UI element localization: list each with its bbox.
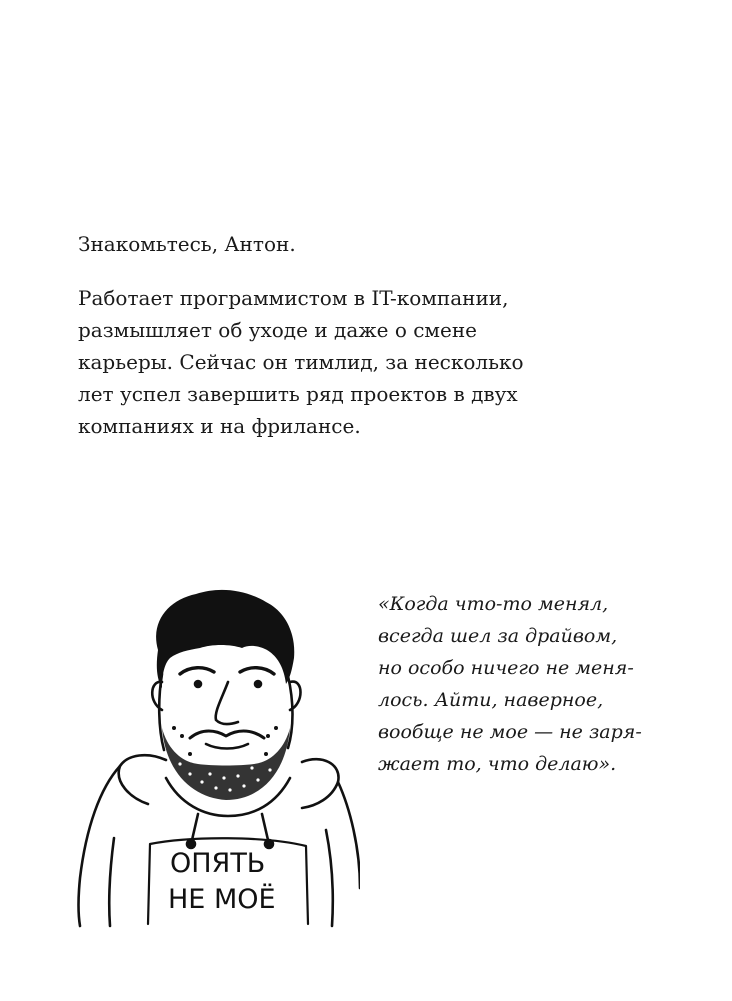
quote-line: «Когда что-то менял, <box>378 593 609 615</box>
quote-line: всегда шел за драйвом, <box>378 625 618 647</box>
mouth <box>206 744 248 749</box>
intro-line: размышляет об уходе и даже о смене <box>78 318 477 342</box>
right-eye <box>255 681 261 687</box>
drawstring-tip-left <box>187 840 195 848</box>
quote-line: жает то, что делаю». <box>378 753 617 775</box>
mustache <box>190 731 264 738</box>
hoodie-text-line-1: ОПЯТЬ <box>170 848 266 879</box>
intro-line: компаниях и на фрилансе. <box>78 414 361 438</box>
left-eye <box>195 681 201 687</box>
intro-line: лет успел завершить ряд проектов в двух <box>78 382 518 406</box>
quote-line: вообще не мое — не заря- <box>378 721 642 743</box>
intro-line: Работает программистом в IT-компании, <box>78 286 509 310</box>
greeting-text: Знакомьтесь, Антон. <box>78 232 296 256</box>
hoodie-text-line-2: НЕ МОЁ <box>168 884 276 915</box>
left-eyebrow <box>180 668 214 674</box>
quote-line: лось. Айти, наверное, <box>378 689 604 711</box>
nose <box>216 682 238 724</box>
anton-portrait-illustration <box>70 578 360 928</box>
hoodie-drawstring-left <box>192 814 198 840</box>
intro-line: карьеры. Сейчас он тимлид, за несколько <box>78 350 524 374</box>
right-eyebrow <box>240 668 274 674</box>
quote-line: но особо ничего не меня- <box>378 657 634 679</box>
intro-paragraph <box>78 282 524 442</box>
hoodie-drawstring-right <box>262 814 268 840</box>
quote-block <box>378 588 642 780</box>
